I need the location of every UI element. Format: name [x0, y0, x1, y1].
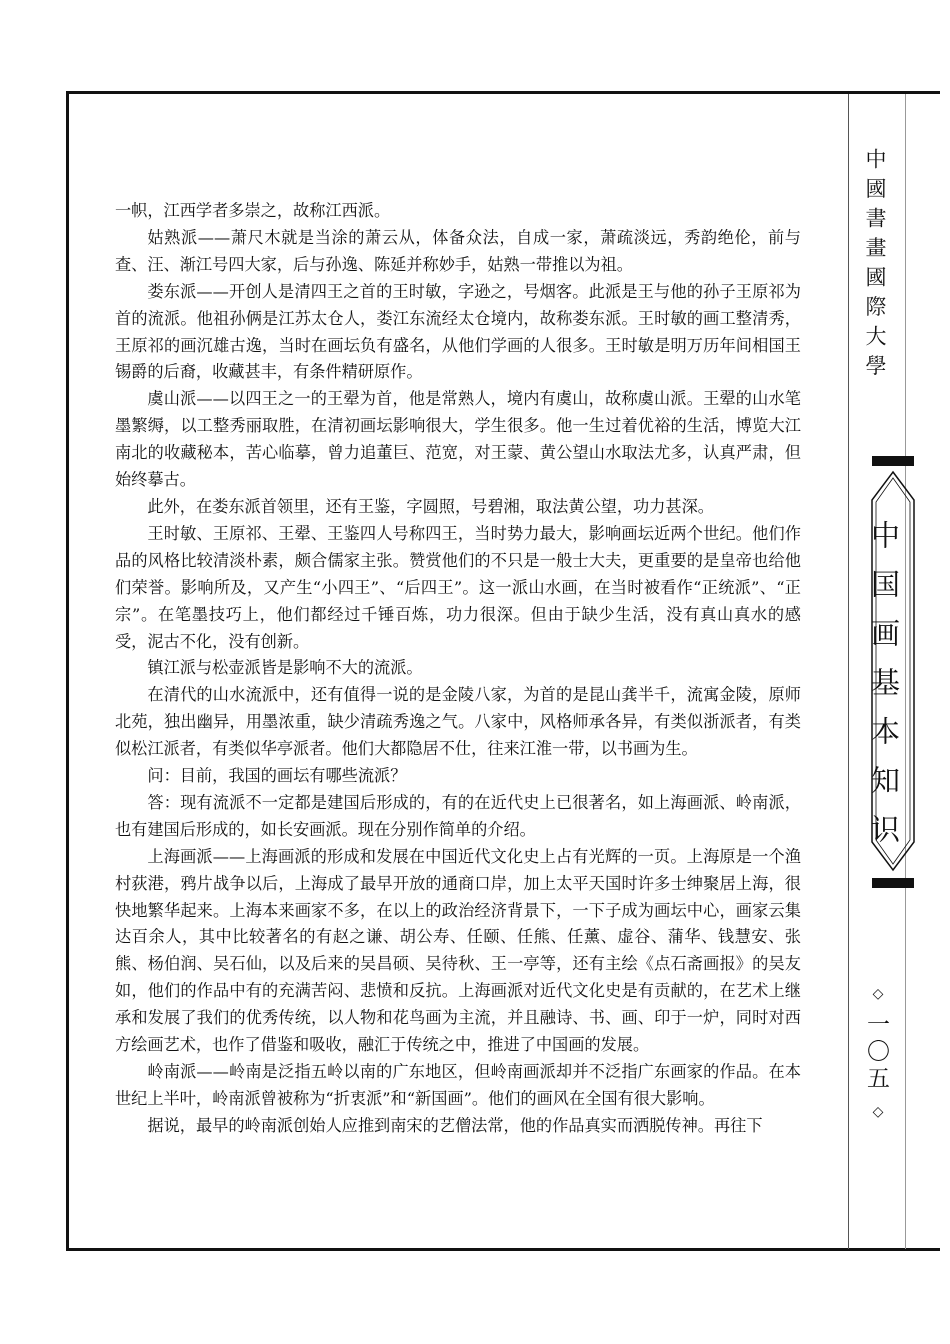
diamond-ornament-icon: ◇: [872, 1104, 884, 1120]
paragraph: 镇江派与松壶派皆是影响不大的流派。: [147, 658, 423, 678]
diamond-ornament-icon: ◇: [872, 986, 884, 1002]
side-divider: [848, 94, 849, 1249]
paragraph: 虞山派——以四王之一的王翚为首，他是常熟人，境内有虞山，故称虞山派。王翚的山水笔墨繁缛，以工整秀丽取胜，在清初画坛影响很大，学生很多。他一生过着优裕的生活，博览大江南北的收藏秘本，苦心临摹，曾力追董巨、范宽，对王蒙、黄公望山水取法尤多，认真严肃，但始终摹古。: [115, 389, 801, 490]
paragraph: 一帜，江西学者多崇之，故称江西派。: [115, 201, 391, 220]
label-bar-bottom: [872, 878, 914, 888]
label-bar-top: [872, 456, 914, 466]
paragraph: 姑熟派——萧尺木就是当涂的萧云从，体备众法，自成一家，萧疏淡远，秀韵绝伦，前与查、汪、渐江号四大家，后与孙逸、陈延并称妙手，姑熟一带推以为祖。: [115, 227, 801, 274]
paragraph: 问：目前，我国的画坛有哪些流派？: [147, 766, 407, 786]
paragraph: 据说，最早的岭南派创始人应推到南宋的艺僧法常，他的作品真实而洒脱传神。再往下: [147, 1115, 763, 1135]
journal-title: 中國書畫國際大學: [863, 148, 887, 384]
book-title: 中国画基本知识: [867, 520, 901, 863]
paragraph: 在清代的山水流派中，还有值得一说的是金陵八家，为首的是昆山龚半千，流寓金陵，原师北苑，独出幽异，用墨浓重，缺少清疏秀逸之气。八家中，风格师承各异，有类似浙派者，有类似松江派者，有类似华亭派者。他们大都隐居不仕，往来江淮一带，以书画为生。: [115, 685, 801, 759]
paragraph: 娄东派——开创人是清四王之首的王时敏，字逊之，号烟客。此派是王与他的孙子王原祁为首的流派。他祖孙俩是江苏太仓人，娄江东流经太仓境内，故称娄东派。王时敏的画工整清秀，王原祁的画沉雄古逸，当时在画坛负有盛名，从他们学画的人很多。王时敏是明万历年间相国王锡爵的后裔，收藏甚丰，有条件精研原作。: [115, 281, 801, 382]
paragraph: 上海画派——上海画派的形成和发展在中国近代文化史上占有光辉的一页。上海原是一个渔村荻港，鸦片战争以后，上海成了最早开放的通商口岸，加上太平天国时许多士绅聚居上海，很快地繁华起来。上海本来画家不多，在以上的政治经济背景下，一下子成为画坛中心，画家云集达百余人，其中比较著名的有赵之谦、胡公寿、任颐、任熊、任薰、虚谷、蒲华、钱慧安、张熊、杨伯润、吴石仙，以及后来的吴昌硕、吴待秋、王一亭等，还有主绘《点石斋画报》的吴友如，他们的作品中有的充满苦闷、悲愤和反抗。上海画派对近代文化史是有贡献的，在艺术上继承和发展了我们的优秀传统，以人物和花鸟画为主流，并且融诗、书、画、印于一炉，同时对西方绘画艺术，也作了借鉴和吸收，融汇于传统之中，推进了中国画的发展。: [115, 846, 801, 1055]
paragraph: 此外，在娄东派首领里，还有王鉴，字圆照，号碧湘，取法黄公望，功力甚深。: [147, 496, 714, 516]
paragraph: 答：现有流派不一定都是建国后形成的，有的在近代史上已很著名，如上海画派、岭南派，也有建国后形成的，如长安画派。现在分别作简单的介绍。: [115, 792, 801, 839]
paragraph: 王时敏、王原祁、王翚、王鉴四人号称四王，当时势力最大，影响画坛近两个世纪。他们作品的风格比较清淡朴素，颇合儒家主张。赞赏他们的不只是一般士大夫，更重要的是皇帝也给他们荣誉。影响所及，又产生“小四王”、“后四王”。这一派山水画，在当时被看作“正统派”、“正宗”。在笔墨技巧上，他们都经过千锤百炼，功力很深。但由于缺少生活，没有真山真水的感受，泥古不化，没有创新。: [115, 523, 801, 651]
paragraph: 岭南派——岭南是泛指五岭以南的广东地区，但岭南画派却并不泛指广东画家的作品。在本世纪上半叶，岭南派曾被称为“折衷派”和“新国画”。他们的画风在全国有很大影响。: [115, 1062, 801, 1108]
main-text: [115, 198, 801, 1140]
page-number: 一〇五: [863, 1012, 889, 1093]
